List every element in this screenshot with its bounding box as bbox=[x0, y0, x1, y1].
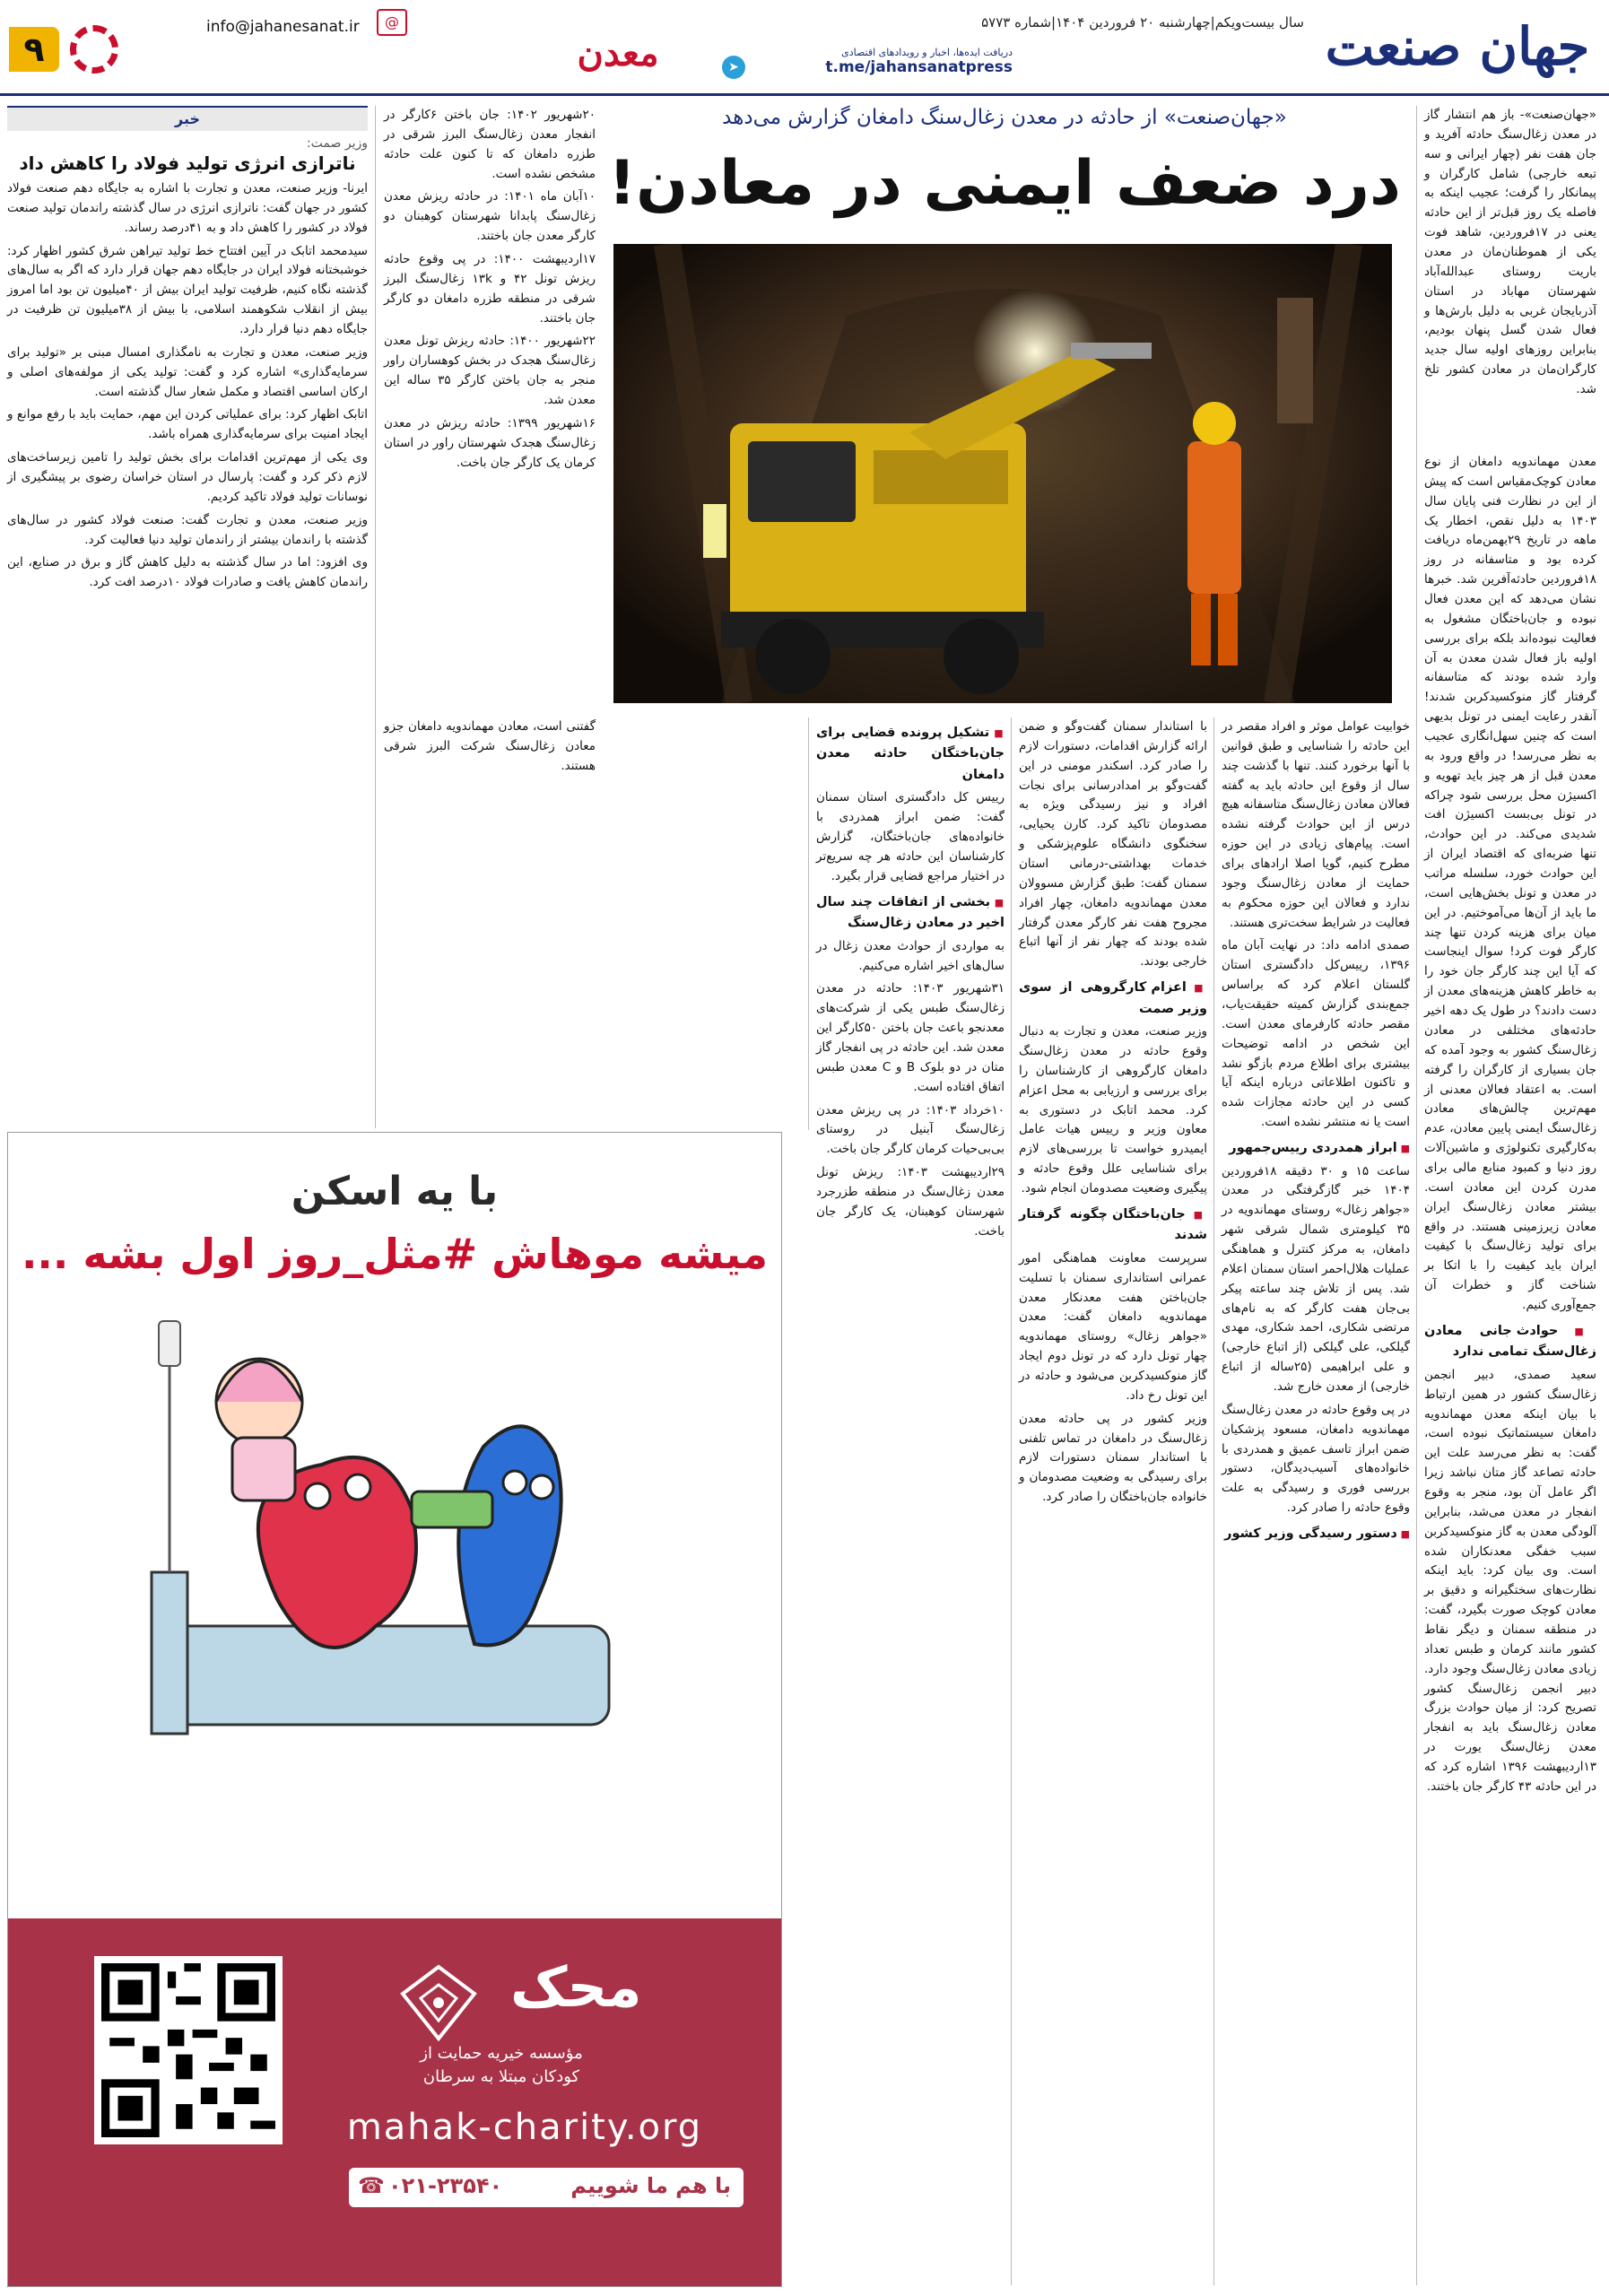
article-body-c3: ساعت ۱۵ و ۳۰ دقیقه ۱۸فروردین ۱۴۰۴ خبر گازگرفتگی در معدن «جواهر زغال» روستای مهماندویه در ۳۵ کیلومتری شمال شرقی شهر دامغان، به مرکز کنترل و هماهنگی عملیات هلال‌احمر استان سمنان اعلام شد. پس از تلاش چند ساعته پیکر بی‌جان هفت کارگر که به نام‌های مرتضی شکاری، احمد شکاری، مهدی گیلکی، علی گیلکی (از اتباع خارجی) و علی ابراهیمی (۲۵ساله از اتباع خارجی) از معدن خارج شد. bbox=[1222, 1163, 1410, 1394]
telegram-caption: دریافت ایده‌ها، اخبار و رویدادهای اقتصادی bbox=[841, 47, 1013, 58]
main-kicker: «جهان‌صنعت» از حادثه در معدن زغال‌سنگ دامغان گزارش می‌دهد bbox=[722, 106, 1287, 129]
article-body-f2: ۱۷اردیبهشت ۱۴۰۰: در پی وقوع حادثه ریزش تونل ۴۲ و ۱۳k زغال‌سنگ البرز شرقی در منطقه طزره دامغان دو کارگر جان باختند. bbox=[384, 252, 596, 326]
gear-icon bbox=[70, 25, 118, 74]
subhead-4: ■ دستور رسیدگی وزیر کشور bbox=[1222, 1524, 1410, 1544]
mahak-ad[interactable] bbox=[7, 1132, 782, 2287]
article-column-4 bbox=[816, 718, 1005, 1246]
article-body-d: با استاندار سمنان گفت‌وگو و ضمن ارائه گزارش اقدامات، دستورات لازم را صادر کرد. اسکندر مومنی در این گفت‌وگو بر امدادرسانی برای نجات افراد و نیز رسیدگی ویژه به مصدومان تاکید کرد. کارن یحیایی، سخنگوی دانشگاه علوم‌پزشکی و خدمات بهداشتی-درمانی استان سمنان گفت: طبق گزارش مسوولان معدن مهماندویه دامغان، چهار افراد مجروح هفت نفر کارگر معدن گرفتار شده بودند که چهار نفر از آنها اتباع خارجی بودند. bbox=[1019, 719, 1207, 970]
mahak-contact-bar bbox=[349, 2168, 744, 2207]
article-body-e1: ۳۱شهریور ۱۴۰۳: حادثه در معدن زغال‌سنگ طبس یکی از شرکت‌های معدنجو باعث جان باختن ۵۰کارگر این معدن شد. این حادثه در پی انفجار گاز متان در دو بلوک B و C معدن طبس اتفاق افتاده است. bbox=[816, 981, 1005, 1094]
mahak-org-2: کودکان مبتلا به سرطان bbox=[422, 2067, 580, 2086]
main-headline-text: درد ضعف ایمنی در معادن! bbox=[608, 148, 1401, 219]
article-body-c4: در پی وقوع حادثه در معدن زغال‌سنگ مهماندویه دامغان، مسعود پزشکیان ضمن ابراز تاسف عمیق و همدردی با خانواده‌های آسیب‌دیدگان، دستور بررسی فوری و رسیدگی به علت وقوع حادثه را صادر کرد. bbox=[1222, 1402, 1410, 1516]
ad-footer bbox=[8, 1918, 781, 2286]
article-column-3 bbox=[1019, 718, 1207, 1511]
subhead-3: ■ جان‌باختگان چگونه گرفتار شدند bbox=[1019, 1205, 1207, 1247]
subhead-5: ■ اعزام کارگروهی از سوی وزیر صمت bbox=[1019, 978, 1207, 1020]
article-body-f5: گفتنی است، معادن مهماندویه دامغان جزو معادن زغال‌سنگ شرکت البرز شرقی هستند. bbox=[384, 719, 596, 773]
article-intro: «جهان‌صنعت»- باز هم انتشار گاز در معدن زغال‌سنگ حادثه آفرید و جان هفت نفر (چهار ایرانی و سه تبعه خارجی) شامل کارگران و پیمانکار را گرفت؛ عجیب اینکه به فاصله یک روز قبل‌تر از این حادثه یعنی در ۱۷فروردین، شاهد فوت یکی از هموطنان‌مان در معدن باریت روستای عبدالله‌آباد شهرستان مهاباد در استان آذربایجان غربی به دلیل بارش‌ها و فعال شدن گسل پنهان بودیم، بنابراین روزهای اولیه سال جدید کارگران‌مان در معادن کشور تلخ شد. bbox=[1424, 108, 1596, 397]
qr-code-icon bbox=[101, 1963, 275, 2137]
article-column-1 bbox=[1424, 106, 1596, 404]
mahak-url[interactable]: mahak-charity.org bbox=[346, 2107, 703, 2148]
article-body-d3: سرپرست معاونت هماهنگی امور عمرانی استانداری سمنان با تسلیت جان‌باختن هفت معدنکار معدن مهماندویه دامغان گفت: معدن «جواهر زغال» روستای مهماندویه چهار تونل دارد که در تونل دوم ایجاد گاز منوکسیدکربن می‌شود و حادثه در این تونل رخ داد. bbox=[1019, 1250, 1207, 1403]
mahak-logo-icon bbox=[385, 1958, 492, 2048]
page-number-text: ۹ bbox=[23, 30, 45, 69]
masthead bbox=[0, 0, 1609, 94]
article-column-1b bbox=[1424, 453, 1596, 1801]
article-body-f: ۲۰شهریور ۱۴۰۲: جان باختن ۶کارگر در انفجار معدن زغال‌سنگ البرز شرقی در طزره دامغان که تا کنون علت حادثه مشخص نشده است. bbox=[384, 108, 596, 181]
phone-icon: ☎ bbox=[358, 2173, 385, 2198]
mahak-tagline: با هم ما شوییم bbox=[570, 2173, 731, 2198]
side-kicker: وزیر صمت: bbox=[306, 136, 368, 151]
side-body-3: وزیر صنعت، معدن و تجارت به نامگذاری امسال مبنی بر «تولید برای سرمایه‌گذاری» اشاره کرد و گفت: تولید یکی از مولفه‌های اصلی و ارکان اساسی اقتصاد و مکمل شعار سال گذشته است. bbox=[7, 344, 368, 399]
side-body-6: وزیر صنعت، معدن و تجارت گفت: صنعت فولاد کشور در سال‌های گذشته با راندمان بیشتر از راندمان تولید دنیا فعالیت کرد. bbox=[7, 512, 368, 547]
side-body-2: سیدمحمد اتابک در آیین افتتاح خط تولید تیراهن شرق کشور اظهار کرد: خوشبختانه فولاد ایران در جایگاه دهم جهان قرار دارد که اگر به سال‌های گذشته نگاه کنیم، ظرفیت تولید ایران بیش از ۴۰میلیون تن بود اما امروز بیش از انقلاب شکوهمند اسلامی، با بیش از ۳۸میلیون تن ظرفیت در جایگاه دهم دنیا قرار دارد. bbox=[7, 243, 368, 337]
telegram-box bbox=[728, 47, 1013, 86]
subhead-6: ■ تشکیل پرونده قضایی برای جان‌باختگان حادثه معدن دامغان bbox=[816, 723, 1005, 786]
telegram-icon: ➤ bbox=[722, 56, 745, 79]
article-body-b2: سعید صمدی، دبیر انجمن زغال‌سنگ کشور در همین ارتباط با بیان اینکه معدن مهماندویه دامغان سیستماتیک نبوده است، گفت: به نظر می‌رسد علت این حادثه تصاعد گاز متان نباشد زیرا اگر عامل آن بود، منجر به وقوع انفجار در معدن می‌شد، بنابراین آلودگی معدن به گاز منوکسیدکربن سبب خفگی معدنکاران شده است. وی بیان کرد: باید اینکه نظارت‌های سختگیرانه و دقیق بر معادن کوچک صورت بگیرد، گفت: در منطقه سمنان و دیگر نقاط کشور مانند کرمان و طبس تعداد زیادی معادن زغال‌سنگ وجود دارد. دبیر انجمن زغال‌سنگ کشور تصریح کرد: از میان حوادث بزرگ معادن زغال‌سنگ باید به انفجار معدن زغال‌سنگ یورت در ۱۳اردیبهشت ۱۳۹۶ اشاره کرد که در این حادثه ۴۳ کارگر جان باختند. bbox=[1424, 1367, 1596, 1794]
email[interactable]: info@jahanesanat.ir bbox=[206, 18, 360, 36]
side-label: خبر bbox=[174, 110, 200, 127]
phone-number[interactable]: ۰۲۱-۲۳۵۴۰ bbox=[388, 2173, 503, 2198]
article-body-f1: ۱۰آبان ماه ۱۴۰۱: در حادثه ریزش معدن زغال‌سنگ پابدانا شهرستان کوهبنان دو کارگر معدن جان باختند. bbox=[384, 189, 596, 244]
article-column-5 bbox=[384, 106, 596, 476]
side-body bbox=[7, 179, 368, 593]
page-number bbox=[9, 27, 59, 72]
side-body-7: وی افزود: اما در سال گذشته به دلیل کاهش گاز و برق در صنایع، این راندمان کاهش یافت و صادرات فولاد ۱۰درصد افت کرد. bbox=[7, 555, 368, 590]
section-title bbox=[560, 32, 676, 74]
subhead-2: ■ ابراز همدردی رییس‌جمهور bbox=[1222, 1138, 1410, 1159]
article-body-f4: ۱۶شهریور ۱۳۹۹: حادثه ریزش در معدن زغال‌سنگ هجدک شهرستان راور در استان کرمان یک کارگر جان باخت. bbox=[384, 415, 596, 470]
side-headline: ناترازی انرژی تولید فولاد را کاهش داد bbox=[19, 152, 356, 174]
article-body-d4: وزیر کشور در پی حادثه معدن زغال‌سنگ در دامغان در تماس تلفنی با استاندار سمنان دستورات لازم برای رسیدگی به وضعیت مصدومان و خانواده جان‌باختگان را صادر کرد. bbox=[1019, 1411, 1207, 1505]
column-divider bbox=[375, 106, 376, 1128]
article-body-c2: صمدی ادامه داد: در نهایت آبان ماه ۱۳۹۶، رییس‌کل دادگستری استان گلستان اعلام کرد که براساس جمع‌بندی گزارش کمیته حقیقت‌یاب، مقصر حادثه کارفرمای معدن است. این شخص در ادامه توضیحات بیشتری برای اطلاع مردم بازگو نشد و تاکنون اطلاعاتی درباره اینکه آیا کسی در این حادثه مجازات شده است یا نه منتشر نشده است. bbox=[1222, 938, 1410, 1130]
email-icon: @ bbox=[377, 9, 407, 36]
column-divider bbox=[1416, 106, 1417, 2285]
logo bbox=[1318, 7, 1596, 86]
ad-illustration bbox=[143, 1303, 645, 1770]
mahak-org-1: مؤسسه خیریه حمایت از bbox=[420, 2044, 583, 2063]
column-divider bbox=[808, 718, 809, 1130]
logo-text: جهان صنعت bbox=[1325, 16, 1590, 77]
side-body-1: ایرنا- وزیر صنعت، معدن و تجارت با اشاره به جایگاه دهم صنعت فولاد کشور در جهان گفت: ناترازی انرژی در سال گذشته راندمان تولید صنعت فولاد در کشور را کاهش داد و به ۴۱درصد رساند. bbox=[7, 181, 368, 235]
subhead-7: ■ بخشی از اتفاقات چند سال اخیر در معادن زغال‌سنگ bbox=[816, 892, 1005, 935]
mine-illustration bbox=[613, 244, 1392, 703]
article-column-2 bbox=[1222, 718, 1410, 1547]
column-divider bbox=[1213, 718, 1214, 2285]
side-label-bar bbox=[7, 106, 368, 131]
main-headline bbox=[601, 139, 1408, 229]
article-body-d2: وزیر صنعت، معدن و تجارت به دنبال وقوع حادثه در معدن زغال‌سنگ دامغان کارگروهی از کارشناسان را برای بررسی و ارزیابی به محل اعزام کرد. محمد اتابک در دستوری به معاون وزیر و رییس هیات عامل ایمیدرو خواست تا بررسی‌های لازم برای شناسایی علل وقوع حادثه و پیگیری وضعیت مصدومان انجام شود. bbox=[1019, 1024, 1207, 1196]
side-body-5: وی یکی از مهم‌ترین اقدامات برای بخش تولید را تامین زیرساخت‌های لازم ذکر کرد و گفت: پارسال در استان خراسان رضوی بر پیشگیری از نوسانات تولید فولاد تاکید کردیم. bbox=[7, 450, 368, 504]
article-body-e2: ۱۰خرداد ۱۴۰۳: در پی ریزش معدن زغال‌سنگ آبنیل در روستای بی‌بی‌حیات کرمان کارگر جان باخت. bbox=[816, 1102, 1005, 1157]
subhead-1: ■ حوادث جانی معادن زغال‌سنگ تمامی ندارد bbox=[1424, 1321, 1596, 1363]
section-label: معدن bbox=[577, 32, 659, 74]
ad-line-2: میشه موهاش #مثل_روز اول بشه ... bbox=[21, 1230, 769, 1278]
article-body-c: خوابیت عوامل موثر و افراد مقصر در این حادثه را شناسایی و طبق قوانین با آنها برخورد کنند. تنها با گذشت چند سال از وقوع این حادثه باید به گفته فعالان معادن زغال‌سنگ متاسفانه هیچ درس از این حوادث گرفته نشده است. پیام‌های زیادی در این حوزه مطرح کنیم، گویا اصلا ارادهای برای حمایت از معادن زغال‌سنگ وجود ندارد و فعالان این حوزه محکوم به فعالیت در شرایط سخت‌تری هستند. bbox=[1222, 719, 1410, 930]
article-body-f3: ۲۲شهریور ۱۴۰۰: حادثه ریزش تونل معدن زغال‌سنگ هجدک در بخش کوهساران راور منجر به جان باختن کارگر ۳۵ ساله این معدن شد. bbox=[384, 334, 596, 408]
side-news bbox=[7, 106, 368, 596]
telegram-link[interactable]: t.me/jahansanatpress bbox=[825, 58, 1013, 76]
side-body-4: اتابک اظهار کرد: برای عملیاتی کردن این مهم، حمایت باید با رفع موانع و ایجاد امنیت برای سرمایه‌گذاری همراه باشد. bbox=[7, 407, 368, 442]
qr-code[interactable] bbox=[94, 1956, 283, 2144]
article-column-5b bbox=[384, 718, 596, 780]
article-body-e: به مواردی از حوادث معدن زغال در سال‌های اخیر اشاره می‌کنیم. bbox=[816, 938, 1005, 973]
article-body-e4: رییس کل دادگستری استان سمنان گفت: ضمن ابراز همدردی با خانواده‌های جان‌باختگان، گزارش کارشناسان این حادثه هر چه سریع‌تر در اختیار مراجع قضایی قرار بگیرد. bbox=[816, 790, 1005, 883]
article-body-b: معدن مهماندویه دامغان از نوع معادن کوچک‌مقیاس است که پیش از این در نظارت فنی پایان سال ۱۴۰۳ به دلیل نقص، اخطار یک ماهه در تاریخ ۲۹بهمن‌ماه دریافت کرده بود و متاسفانه در روز ۱۸فروردین حادثه‌آفرین شد. خبرها نشان می‌دهد که این معدن فعال نبوده و جان‌باختگان مشغول به فعالیت نبوده‌اند بلکه برای بررسی اولیه باز فعال شدن معدن به آن وارد شده بودند که متاسفانه گرفتار گاز منوکسیدکربن شدند! آنقدر رعایت ایمنی در تونل بدیهی است که چنین سهل‌انگاری عجیب به نظر می‌رسد! در واقع ورود به معدن قبل از هر چیز باید تهویه و اکسیژن محل بررسی شود چراکه در تونل بی‌بست اکسیژن افت شدیدی می‌کند. در این حوادث، تنها ضربه‌ای که اقتصاد ایران از این حوادث خورد، سلسله مراتب در معدن و تونل بخش‌هایی است، ما باید از آن‌ها می‌آموختیم. در این میان برای هزینه کردن تنها چند کارگر فوت کرد! سوال اینجاست که آیا این چند کارگر جان خود را به خاطر کاهش هزینه‌های معدن از دست دادند؟ در طول یک دهه اخیر حادثه‌های مختلفی در معادن زغال‌سنگ کشور به وجود آمده که جان بسیاری از کارگران را گرفته است. به اعتقاد فعالان معدنی از مهم‌ترین چالش‌های معادن زغال‌سنگ ایمنی پایین معادن، عدم به‌کارگیری تکنولوژی و ماشین‌آلات روز دنیا و کمبود منابع مالی برای مدرن کردن این معادن است. بیشتر معادن زغال‌سنگ ایران معادن زیرزمینی هستند. در واقع برای تولید زغال‌سنگ با کیفیت ایران باید کیفیت را با اتکا بر شناخت گاز و خطرات آن جمع‌آوری کنیم. bbox=[1424, 455, 1596, 1312]
mahak-brand: محک bbox=[510, 1954, 642, 2020]
masthead-rule bbox=[0, 93, 1609, 96]
issue-line: سال بیست‌ویکم|چهارشنبه ۲۰ فروردین ۱۴۰۴|شماره ۵۷۷۳ bbox=[981, 14, 1304, 30]
column-divider bbox=[1011, 718, 1012, 2285]
article-body-e3: ۲۹اردیبهشت ۱۴۰۳: ریزش تونل معدن زغال‌سنگ در منطقه طزرجرد شهرستان کوهبنان، یک کارگر جان باخت. bbox=[816, 1165, 1005, 1239]
ad-line-1: با یه اسکن bbox=[291, 1169, 499, 1214]
mine-photo bbox=[613, 244, 1392, 703]
